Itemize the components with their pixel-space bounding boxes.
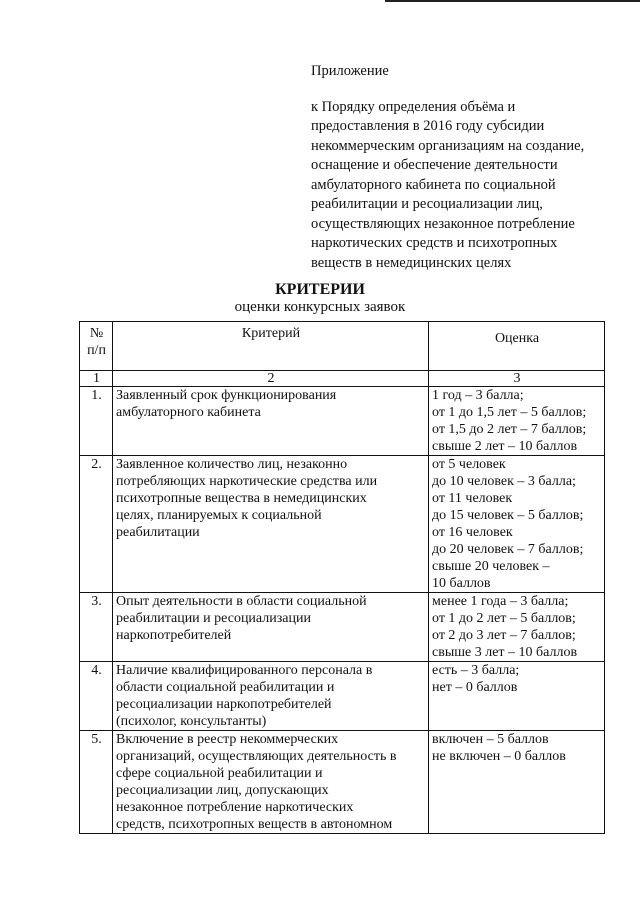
header-num: [80, 322, 113, 371]
criterion-line: амбулаторного кабинета: [116, 405, 261, 420]
row-number: 2.: [80, 456, 113, 593]
column-index-row: [80, 371, 605, 387]
table-row: [80, 456, 605, 593]
criterion-line: Опыт деятельности в области социальной: [116, 594, 367, 609]
criterion-line: целях, планируемых к социальной: [116, 508, 322, 523]
score-cell: [429, 387, 605, 456]
appendix-line: некоммерческим организациям на создание,: [311, 137, 585, 154]
index-cell: 3: [429, 371, 605, 387]
header-num-line: №: [89, 326, 104, 341]
score-cell: [429, 662, 605, 731]
criterion-line: Заявленный срок функционирования: [116, 388, 337, 403]
appendix-line: к Порядку определения объёма и: [311, 98, 516, 115]
page-title: КРИТЕРИИ: [275, 281, 365, 298]
criterion-cell: [113, 387, 429, 456]
score-line: до 15 человек – 5 баллов;: [432, 508, 584, 523]
row-number: 3.: [80, 593, 113, 662]
row-number: 5.: [80, 731, 113, 834]
score-line: 1 год – 3 балла;: [432, 388, 524, 403]
header-criterion: Критерий: [113, 322, 429, 371]
criterion-line: реабилитации и ресоциализации: [116, 611, 311, 626]
score-line: свыше 3 лет – 10 баллов: [432, 645, 578, 660]
row-number: 1.: [80, 387, 113, 456]
criterion-cell: [113, 456, 429, 593]
score-line: от 1,5 до 2 лет – 7 баллов;: [432, 422, 587, 437]
criterion-line: психотропные вещества в немедицинских: [116, 491, 367, 506]
criterion-line: Наличие квалифицированного персонала в: [116, 663, 373, 678]
appendix-title: Приложение: [311, 63, 389, 79]
appendix-line: реабилитации и ресоциализации лиц,: [311, 196, 543, 212]
criterion-line: реабилитации: [116, 525, 200, 540]
score-line: от 1 до 1,5 лет – 5 баллов;: [432, 405, 587, 420]
table-row: [80, 731, 605, 834]
criterion-line: сфере социальной реабилитации и: [116, 766, 323, 781]
criterion-line: наркопотребителей: [116, 628, 232, 643]
appendix-block: [311, 62, 611, 273]
appendix-text: [311, 98, 611, 274]
header-num-line: п/п: [87, 343, 106, 358]
criterion-line: организаций, осуществляющих деятельность в: [116, 749, 397, 764]
score-line: включен – 5 баллов: [432, 732, 549, 747]
score-line: от 2 до 3 лет – 7 баллов;: [432, 628, 576, 643]
criterion-line: незаконное потребление наркотических: [116, 800, 354, 815]
appendix-line: веществ в немедицинских целях: [311, 254, 512, 271]
row-number: 4.: [80, 662, 113, 731]
appendix-line: предоставления в 2016 году субсидии: [311, 118, 545, 134]
score-line: от 11 человек: [432, 491, 513, 506]
score-line: менее 1 года – 3 балла;: [432, 594, 569, 609]
table-row: [80, 593, 605, 662]
score-line: не включен – 0 баллов: [432, 749, 566, 764]
score-line: до 20 человек – 7 баллов;: [432, 542, 584, 557]
appendix-line: наркотических средств и психотропных: [311, 235, 558, 251]
criterion-line: Заявленное количество лиц, незаконно: [116, 457, 348, 472]
criterion-line: области социальной реабилитации и: [116, 680, 335, 695]
table-header-row: [80, 322, 605, 371]
score-line: есть – 3 балла;: [432, 663, 520, 678]
appendix-line: оснащение и обеспечение деятельности: [311, 157, 558, 173]
score-line: нет – 0 баллов: [432, 680, 518, 695]
score-line: от 5 человек: [432, 457, 506, 472]
index-cell: 1: [80, 371, 113, 387]
score-cell: [429, 593, 605, 662]
criterion-line: потребляющих наркотические средства или: [116, 474, 378, 489]
criterion-line: (психолог, консультанты): [116, 714, 267, 729]
score-line: от 1 до 2 лет – 5 баллов;: [432, 611, 576, 626]
top-rule: [385, 0, 640, 2]
table-row: [80, 662, 605, 731]
page-subtitle: оценки конкурсных заявок: [234, 299, 406, 315]
criterion-cell: [113, 731, 429, 834]
index-cell: 2: [113, 371, 429, 387]
score-cell: [429, 731, 605, 834]
table-row: [80, 387, 605, 456]
header-score: Оценка: [429, 322, 605, 371]
score-line: до 10 человек – 3 балла;: [432, 474, 576, 489]
criterion-cell: [113, 593, 429, 662]
score-cell: [429, 456, 605, 593]
appendix-line: осуществляющих незаконное потребление: [311, 215, 575, 232]
appendix-line: амбулаторного кабинета по социальной: [311, 176, 556, 193]
criterion-line: Включение в реестр некоммерческих: [116, 732, 339, 747]
criterion-cell: [113, 662, 429, 731]
criterion-line: средств, психотропных веществ в автономном: [116, 817, 393, 832]
criterion-line: ресоциализации наркопотребителей: [116, 697, 332, 712]
score-line: свыше 20 человек –: [432, 559, 550, 574]
criterion-line: ресоциализации лиц, допускающих: [116, 783, 329, 798]
criteria-table: [79, 321, 605, 834]
score-line: свыше 2 лет – 10 баллов: [432, 439, 578, 454]
score-line: 10 баллов: [432, 576, 491, 591]
score-line: от 16 человек: [432, 525, 513, 540]
